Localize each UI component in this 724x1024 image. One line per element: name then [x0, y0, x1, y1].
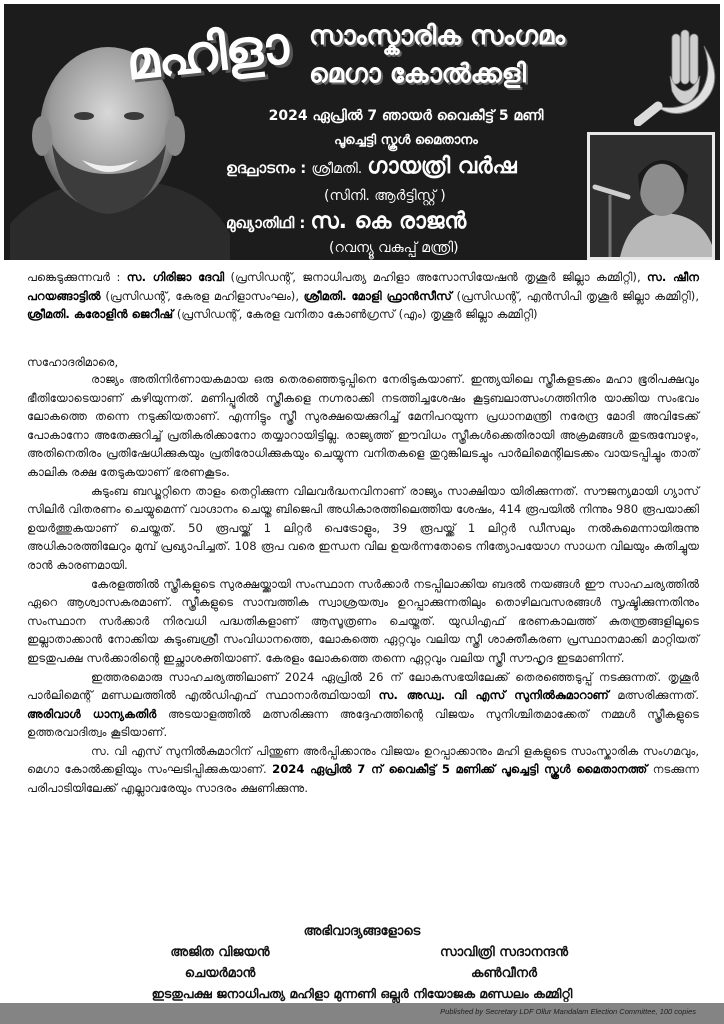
convener-name: സാവിത്രി സദാനന്ദൻ — [439, 945, 569, 960]
organization-name: ഇടതുപക്ഷ ജനാധിപത്യ മഹിളാ മുന്നണി ഒല്ലൂർ നിയോജക മണ്ഡലം കമ്മിറ്റി — [151, 986, 573, 1001]
inauguration-label: ഉദ്ഘാടനം — [226, 159, 296, 177]
signatories-titles — [0, 966, 724, 981]
event-venue: പൂച്ചെട്ടി സ്കൂൾ മൈതാനം — [334, 133, 478, 148]
paragraph-3: കേരളത്തിൽ സ്ത്രീകളുടെ സുരക്ഷയ്ക്കായി സംസ്ഥാന സർക്കാർ നടപ്പിലാക്കിയ ബദൽ നയങ്ങൾ ഈ സാഹചര്യത്തിൽ ഏറെ ആശ്വാസകരമാണ്. സ്ത്രീകളുടെ സാമ്പത്തിക സ്വാശ്രയത്വം ഉറപ്പാക്കുന്നതിലും തൊഴിലവസരങ്ങൾ സൃഷ്ടിക്കുന്നതിനും സംസ്ഥാന സർക്കാർ നിരവധി പദ്ധതികളാണ് ആസൂത്രണം ചെയ്തത്. യുഡിഎഫ് ഭരണകാലത്ത് കുതന്ത്രങ്ങളിലൂടെ ഇല്ലാതാക്കാൻ നോക്കിയ കുടുംബശ്രീ സംവിധാനത്തെ, ലോകത്തെ ഏറ്റവും വലിയ സ്ത്രീ ശാക്തീകരണ പ്രസ്ഥാനമാക്കി മാറ്റിയത് ഇടതുപക്ഷ സർക്കാരിന്റെ ഇച്ഛാശക്തിയാണ്. കേരളം ലോകത്തെ തന്നെ ഏറ്റവും വലിയ സ്ത്രീ സൗഹൃദ ഇടമാണിന്ന്. — [27, 576, 699, 665]
inaugurator-photo — [587, 132, 715, 260]
participant-name: ശ്രീമതി. മോളി ഫ്രാൻസീസ് — [303, 288, 452, 303]
inauguration-colon: : — [300, 159, 307, 177]
paragraph-1: രാജ്യം അതിനിർണായകമായ ഒരു തെരഞ്ഞെടുപ്പിനെ നേരിടുകയാണ്. ഇന്ത്യയിലെ സ്ത്രീകളടക്കം മഹാ ഭൂരിപക്ഷവും ഭീതിയോടെയാണ് കഴിയുന്നത്. മണിപ്പൂരിൽ സ്ത്രീകളെ നഗ്നരാക്കി നടത്തിച്ചശേഷം കൂട്ടബലാത്സംഗത്തിനിര യാക്കിയ സംഭവം ലോകത്തെ തന്നെ നടുക്കിയതാണ്. എന്നിട്ടും സ്ത്രീ സുരക്ഷയെക്കുറിച്ച് മേനിപറയുന്ന പ്രധാനമന്ത്രി നരേന്ദ്ര മോദി അവിടേക്ക് പോകാനോ അതേക്കുറിച്ച് പ്രതികരിക്കാനോ തയ്യാറായിട്ടില്ല. രാജ്യത്ത് ഈവിധം സ്ത്രീകൾക്കെതിരായി അക്രമങ്ങൾ തുടരുമ്പോഴും, അതിനെതിരം പ്രതിഷേധിക്കുകയും പ്രതിരോധിക്കുകയും ചെയ്യുന്ന വനിതകളെ തുറുങ്കിലടച്ചും പാർലിമെന്റിലടക്കം വായടപ്പിച്ചും താത് കാലിക രക്ഷ തേടുകയാണ് ഭരണകൂടം. — [27, 372, 699, 479]
title-mahila: മഹിളാ — [123, 15, 291, 93]
chairperson-name: അജിത വിജയൻ — [170, 945, 270, 960]
participant-role: (പ്രസിഡന്റ്, എൻസിപി തൃശൂർ ജില്ലാ കമ്മിറ്റി), — [456, 288, 700, 303]
participant-name: ശ്രീമതി. കരോളിൻ ജെറീഷ് — [27, 307, 174, 322]
footer-bar — [0, 1003, 724, 1024]
chief-guest-label: മുഖ്യാതിഥി — [226, 214, 295, 232]
paragraph-4-text-c: അടയാളത്തിൽ മത്സരിക്കുന്ന അദ്ദേഹത്തിന്റെ വിജയം സുനിശ്ചിതമാക്കേത് നമ്മൾ സ്ത്രീകളുടെ ഉത്തരവാദിത്വം കൂടിയാണ്. — [27, 706, 699, 740]
salutation: സഹോദരിമാരെ, — [27, 355, 119, 369]
chairperson-title: ചെയർമാൻ — [184, 966, 256, 981]
inauguration-honorific: ശ്രീമതി. — [311, 161, 363, 177]
inauguration-name: ഗായത്രി വർഷ — [367, 154, 517, 179]
title-mega-kolkali: മെഗാ കോൽക്കളി — [309, 59, 526, 89]
chief-guest-role: (റവന്യൂ വകുപ്പ് മന്ത്രി) — [329, 240, 459, 256]
participant-role: (പ്രസിഡന്റ്, ജനാധിപത്യ മഹിളാ അസോസിയേഷൻ തൃശൂർ ജില്ലാ കമ്മിറ്റി), — [230, 270, 641, 284]
publisher-note: Published by Secretary LDF Ollur Mandalam Election Committee, 100 copies — [440, 1007, 696, 1016]
header-banner — [4, 4, 720, 260]
paragraph-5-text-a: സ. വി എസ് സുനിൽകുമാറിന് പിന്തുണ അർപ്പിക്കാനും വിജയം ഉറപ്പാക്കാനും മഹി ളകളുടെ സാംസ്കാരിക സംഗമവും, മെഗാ കോൽക്കളിയും സംഘടിപ്പിക്കുകയാണ്. — [27, 743, 699, 777]
participant-role: (പ്രസിഡന്റ്, കേരള മഹിളാസംഘം), — [105, 288, 300, 303]
paragraph-2: കുടുംബ ബഡ്ജറ്റിനെ താളം തെറ്റിക്കുന്ന വിലവർദ്ധനവിനാണ് രാജ്യം സാക്ഷിയാ യിരിക്കുന്നത്. സൗജന്യമായി ഗ്യാസ് സിലിർ വിതരണം ചെയ്യുമെന്ന് വാഗ്ദാനം ചെയ്ത ബിജെപി അധികാരത്തിലെത്തിയ ശേഷം, 414 രൂപയിൽ നിന്നും 980 രൂപയാക്കി ഉയർത്തുകയാണ് ചെയ്തത്. 50 രൂപയ്ക്ക് 1 ലിറ്റർ പെട്രോളും, 39 രൂപയ്ക്ക് 1 ലിറ്റർ ഡീസലും നൽകുമെന്നായിരുന്നു അധികാരത്തിലേറും മുമ്പ് പ്രഖ്യാപിച്ചത്. 108 രൂപ വരെ ഇന്ധന വില ഉയർന്നതോടെ നിത്യോപയോഗ സാധന വിലയും കുതിച്ചുയ രാൻ കാരണമായി. — [27, 483, 699, 572]
paragraph-5-text-b: നടക്കുന്ന പരിപാടിയിലേക്ക് എല്ലാവരേയും സാദരം ക്ഷണിക്കുന്നു. — [27, 762, 700, 796]
convener-title: കൺവീനർ — [470, 966, 537, 981]
paragraph-4-text-a: ഇത്തരമൊരു സാഹചര്യത്തിലാണ് 2024 ഏപ്രിൽ 26 ന് ലോകസഭയിലേക്ക് തെരഞ്ഞെടുപ്പ് നടക്കുന്നത്. തൃശൂർ പാർലിമെന്റ് മണ്ഡലത്തിൽ എൽഡിഎഫ് സ്ഥാനാർത്ഥിയായി — [27, 669, 699, 703]
event-details: 2024 ഏപ്രിൽ 7 ന് വൈകീട്ട് 5 മണിക്ക് പൂച്ചെട്ടി സ്കൂൾ മൈതാനത്ത് — [272, 762, 648, 777]
chief-guest-colon: : — [299, 214, 306, 232]
paragraph-4-text-b: മത്സരിക്കുന്നത്. — [617, 688, 700, 703]
participant-name: സ. ഗിരിജാ ദേവി — [126, 270, 225, 284]
paragraph-5 — [27, 742, 699, 798]
chief-guest-line — [226, 209, 466, 234]
greeting: അഭിവാദ്യങ്ങളോടെ — [303, 924, 421, 939]
event-date-time: 2024 ഏപ്രിൽ 7 ഞായർ വൈകീട്ട് 5 മണി — [268, 108, 544, 124]
chief-guest-name: സ. കെ രാജൻ — [310, 209, 467, 234]
signoff-section — [0, 924, 724, 1002]
participants-label: പങ്കെടുക്കുന്നവർ : — [27, 270, 121, 284]
participant-role: (പ്രസിഡന്റ്, കേരള വനിതാ കോൺഗ്രസ് (എം) തൃശൂർ ജില്ലാ കമ്മിറ്റി) — [176, 307, 538, 322]
signatories-names — [0, 945, 724, 960]
candidate-name: സ. അഡ്വ. വി എസ് സുനിൽകുമാറാണ് — [378, 688, 609, 703]
paragraph-4 — [27, 668, 699, 742]
participant-name: സ. ഷീന പറയങ്ങാട്ടിൽ — [27, 270, 700, 303]
inauguration-line — [226, 154, 517, 179]
sickle-and-corn-icon — [634, 16, 720, 126]
inauguration-role: (സിനി. ആർട്ടിസ്റ്റ് ) — [324, 188, 446, 204]
letter-body — [27, 370, 699, 798]
participants-section — [27, 268, 699, 324]
title-cultural-meet: സാംസ്കാരിക സംഗമം — [309, 21, 566, 51]
party-symbol: അരിവാൾ ധാന്യകതിർ — [27, 706, 157, 721]
